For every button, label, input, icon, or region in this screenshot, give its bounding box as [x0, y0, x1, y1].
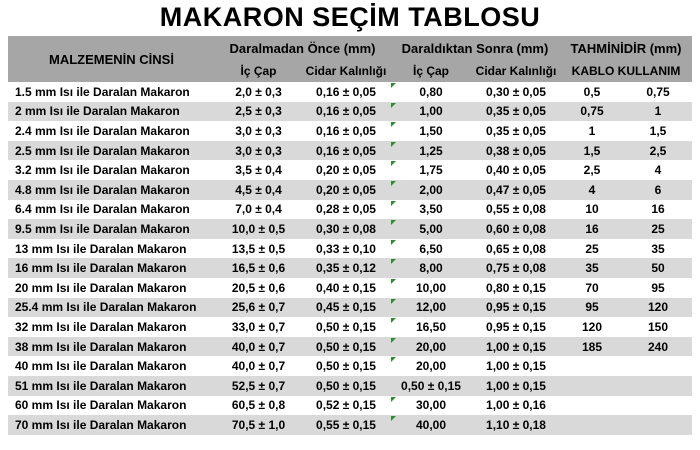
cable-max-cell: 2,5 — [649, 143, 667, 158]
pre-wall-thickness-cell: 0,55 ± 0,15 — [316, 417, 376, 432]
cable-min-cell: 185 — [581, 339, 603, 354]
table-row — [8, 356, 692, 376]
cable-min-cell: 25 — [585, 241, 599, 256]
cable-max-cell: 240 — [647, 339, 669, 354]
pre-wall-thickness-cell: 0,30 ± 0,08 — [316, 221, 376, 236]
pre-wall-thickness-cell: 0,50 ± 0,15 — [316, 378, 376, 393]
cell-error-marker-icon — [391, 122, 396, 127]
cell-error-marker-icon — [391, 142, 396, 147]
cell-error-marker-icon — [391, 103, 396, 108]
material-name-cell: 16 mm Isı ile Daralan Makaron — [15, 261, 187, 276]
cable-max-cell — [624, 396, 692, 416]
cable-min-cell: 0,5 — [583, 84, 601, 99]
post-wall-thickness-cell: 1,00 ± 0,15 — [486, 339, 546, 354]
table-row — [8, 219, 692, 239]
table-row — [8, 239, 692, 259]
cable-max-cell: 95 — [651, 280, 665, 295]
cell-error-marker-icon — [391, 416, 396, 421]
table-row — [8, 258, 692, 278]
post-inner-diameter-cell: 0,50 ± 0,15 — [401, 378, 461, 393]
cable-max-cell: 35 — [651, 241, 665, 256]
pre-wall-thickness-cell: 0,16 ± 0,05 — [316, 104, 376, 119]
table-row — [8, 278, 692, 298]
column-header-material: MALZEMENİN CİNSİ — [8, 36, 215, 82]
post-inner-diameter-cell: 40,00 — [390, 415, 472, 435]
material-name-cell: 3.2 mm Isı ile Daralan Makaron — [15, 163, 190, 178]
cable-max-cell — [624, 376, 692, 396]
table-row — [8, 160, 692, 180]
post-inner-diameter-cell: 8,00 — [390, 258, 472, 278]
cell-error-marker-icon — [391, 181, 396, 186]
cable-max-cell: 120 — [647, 300, 669, 315]
page-title: MAKARON SEÇİM TABLOSU — [159, 2, 541, 32]
cable-min-cell: 10 — [585, 202, 599, 217]
makaron-table — [8, 36, 692, 435]
post-wall-thickness-cell: 0,60 ± 0,08 — [486, 221, 546, 236]
header-group-row — [8, 36, 692, 60]
material-name-cell: 6.4 mm Isı ile Daralan Makaron — [15, 202, 190, 217]
pre-inner-diameter-cell: 40,0 ± 0,7 — [231, 339, 286, 354]
material-name-cell: 2 mm Isı ile Daralan Makaron — [15, 104, 180, 119]
table-row — [8, 337, 692, 357]
post-inner-diameter-cell: 10,00 — [390, 278, 472, 298]
post-wall-thickness-cell: 0,40 ± 0,05 — [486, 163, 546, 178]
pre-inner-diameter-cell: 33,0 ± 0,7 — [231, 319, 286, 334]
cable-min-cell: 0,75 — [580, 104, 604, 119]
cell-error-marker-icon — [391, 220, 396, 225]
pre-wall-thickness-cell: 0,33 ± 0,10 — [316, 241, 376, 256]
post-wall-thickness-cell: 1,00 ± 0,15 — [486, 378, 546, 393]
table-row — [8, 200, 692, 220]
material-name-cell: 38 mm Isı ile Daralan Makaron — [15, 339, 187, 354]
post-wall-thickness-cell: 0,75 ± 0,08 — [486, 261, 546, 276]
pre-wall-thickness-cell: 0,16 ± 0,05 — [316, 123, 376, 138]
column-group-before-shrink: Daralmadan Önce (mm) — [215, 36, 390, 60]
cell-error-marker-icon — [391, 83, 396, 88]
pre-wall-thickness-cell: 0,35 ± 0,12 — [316, 261, 376, 276]
pre-inner-diameter-cell: 3,5 ± 0,4 — [235, 163, 282, 178]
table-row — [8, 180, 692, 200]
table-row — [8, 415, 692, 435]
post-inner-diameter-cell: 6,50 — [390, 239, 472, 259]
cell-error-marker-icon — [391, 259, 396, 264]
cable-max-cell: 1,5 — [649, 123, 667, 138]
post-inner-diameter-cell: 30,00 — [390, 396, 472, 416]
post-inner-diameter-cell: 20,00 — [390, 337, 472, 357]
cable-min-cell: 95 — [585, 300, 599, 315]
table-row — [8, 82, 692, 102]
post-inner-diameter-cell: 3,50 — [390, 200, 472, 220]
pre-wall-thickness-cell: 0,50 ± 0,15 — [316, 319, 376, 334]
pre-wall-thickness-cell: 0,28 ± 0,05 — [316, 202, 376, 217]
material-name-cell: 32 mm Isı ile Daralan Makaron — [15, 319, 187, 334]
cell-error-marker-icon — [391, 201, 396, 206]
post-wall-thickness-cell: 0,65 ± 0,08 — [486, 241, 546, 256]
pre-wall-thickness-cell: 0,16 ± 0,05 — [316, 84, 376, 99]
cable-min-cell: 120 — [581, 319, 603, 334]
table-header — [8, 36, 692, 82]
cable-min-cell: 70 — [585, 280, 599, 295]
cable-max-cell: 0,75 — [646, 84, 670, 99]
table-row — [8, 102, 692, 122]
pre-wall-thickness-cell: 0,20 ± 0,05 — [316, 163, 376, 178]
post-inner-diameter-cell: 1,25 — [390, 141, 472, 161]
pre-inner-diameter-cell: 2,5 ± 0,3 — [235, 104, 282, 119]
post-wall-thickness-cell: 0,35 ± 0,05 — [486, 123, 546, 138]
cell-error-marker-icon — [391, 338, 396, 343]
cable-max-cell: 6 — [654, 182, 662, 197]
material-name-cell: 1.5 mm Isı ile Daralan Makaron — [15, 84, 190, 99]
pre-inner-diameter-cell: 52,5 ± 0,7 — [231, 378, 286, 393]
pre-inner-diameter-cell: 3,0 ± 0,3 — [235, 123, 282, 138]
post-inner-diameter-cell: 1,50 — [390, 121, 472, 141]
material-name-cell: 20 mm Isı ile Daralan Makaron — [15, 280, 187, 295]
cell-error-marker-icon — [391, 161, 396, 166]
table-row — [8, 396, 692, 416]
post-wall-thickness-cell: 0,47 ± 0,05 — [486, 182, 546, 197]
post-wall-thickness-cell: 1,00 ± 0,15 — [486, 359, 546, 374]
cable-min-cell: 1 — [588, 123, 596, 138]
material-name-cell: 40 mm Isı ile Daralan Makaron — [15, 359, 187, 374]
pre-inner-diameter-cell: 70,5 ± 1,0 — [231, 417, 286, 432]
post-wall-thickness-cell: 0,95 ± 0,15 — [486, 319, 546, 334]
cable-min-cell: 1,5 — [583, 143, 601, 158]
pre-inner-diameter-cell: 7,0 ± 0,4 — [235, 202, 282, 217]
cable-min-cell: 35 — [585, 261, 599, 276]
cable-max-cell: 50 — [651, 261, 665, 276]
post-wall-thickness-cell: 0,55 ± 0,08 — [486, 202, 546, 217]
cable-min-cell: 2,5 — [583, 163, 601, 178]
cable-min-cell: 16 — [585, 221, 599, 236]
cell-error-marker-icon — [391, 318, 396, 323]
column-header-cable-usage: KABLO KULLANIM — [560, 60, 692, 82]
cable-max-cell: 25 — [651, 221, 665, 236]
cable-min-cell — [560, 376, 624, 396]
pre-inner-diameter-cell: 10,0 ± 0,5 — [231, 221, 286, 236]
pre-wall-thickness-cell: 0,20 ± 0,05 — [316, 182, 376, 197]
cell-error-marker-icon — [391, 240, 396, 245]
column-header-wall-thickness-before: Cidar Kalınlığı — [302, 60, 390, 82]
post-wall-thickness-cell: 1,10 ± 0,18 — [486, 417, 546, 432]
material-name-cell: 2.4 mm Isı ile Daralan Makaron — [15, 123, 190, 138]
pre-wall-thickness-cell: 0,16 ± 0,05 — [316, 143, 376, 158]
cell-error-marker-icon — [391, 279, 396, 284]
cable-min-cell: 4 — [588, 182, 596, 197]
cable-max-cell: 16 — [651, 202, 665, 217]
post-inner-diameter-cell: 12,00 — [390, 298, 472, 318]
pre-wall-thickness-cell: 0,50 ± 0,15 — [316, 339, 376, 354]
cell-error-marker-icon — [391, 397, 396, 402]
pre-inner-diameter-cell: 25,6 ± 0,7 — [231, 300, 286, 315]
cable-min-cell — [560, 396, 624, 416]
post-wall-thickness-cell: 0,30 ± 0,05 — [486, 84, 546, 99]
post-wall-thickness-cell: 0,95 ± 0,15 — [486, 300, 546, 315]
post-inner-diameter-cell: 1,75 — [390, 160, 472, 180]
pre-inner-diameter-cell: 20,5 ± 0,6 — [231, 280, 286, 295]
table-row — [8, 141, 692, 161]
pre-wall-thickness-cell: 0,40 ± 0,15 — [316, 280, 376, 295]
cell-error-marker-icon — [391, 357, 396, 362]
pre-inner-diameter-cell: 3,0 ± 0,3 — [235, 143, 282, 158]
table-row — [8, 317, 692, 337]
pre-wall-thickness-cell: 0,50 ± 0,15 — [316, 359, 376, 374]
post-wall-thickness-cell: 0,38 ± 0,05 — [486, 143, 546, 158]
pre-wall-thickness-cell: 0,45 ± 0,15 — [316, 300, 376, 315]
table-row — [8, 376, 692, 396]
cable-max-cell: 150 — [647, 319, 669, 334]
pre-inner-diameter-cell: 2,0 ± 0,3 — [235, 84, 282, 99]
cable-min-cell — [560, 356, 624, 376]
post-wall-thickness-cell: 0,35 ± 0,05 — [486, 104, 546, 119]
column-group-estimate: TAHMİNİDİR (mm) — [560, 36, 692, 60]
column-header-inner-diameter-after: İç Çap — [390, 60, 472, 82]
material-name-cell: 70 mm Isı ile Daralan Makaron — [15, 417, 187, 432]
cable-max-cell: 4 — [654, 163, 662, 178]
pre-inner-diameter-cell: 40,0 ± 0,7 — [231, 359, 286, 374]
cable-max-cell — [624, 356, 692, 376]
material-name-cell: 4.8 mm Isı ile Daralan Makaron — [15, 182, 190, 197]
material-name-cell: 9.5 mm Isı ile Daralan Makaron — [15, 221, 190, 236]
pre-inner-diameter-cell: 4,5 ± 0,4 — [235, 182, 282, 197]
post-inner-diameter-cell: 20,00 — [390, 356, 472, 376]
table-row — [8, 121, 692, 141]
material-name-cell: 2.5 mm Isı ile Daralan Makaron — [15, 143, 190, 158]
post-inner-diameter-cell: 0,80 — [390, 82, 472, 102]
material-name-cell: 25.4 mm Isı ile Daralan Makaron — [15, 300, 197, 315]
pre-wall-thickness-cell: 0,52 ± 0,15 — [316, 398, 376, 413]
post-inner-diameter-cell: 16,50 — [390, 317, 472, 337]
post-inner-diameter-cell: 1,00 — [390, 102, 472, 122]
pre-inner-diameter-cell: 16,5 ± 0,6 — [231, 261, 286, 276]
column-header-wall-thickness-after: Cidar Kalınlığı — [472, 60, 560, 82]
post-wall-thickness-cell: 1,00 ± 0,16 — [486, 398, 546, 413]
material-name-cell: 60 mm Isı ile Daralan Makaron — [15, 398, 187, 413]
column-header-inner-diameter-before: İç Çap — [215, 60, 302, 82]
post-wall-thickness-cell: 0,80 ± 0,15 — [486, 280, 546, 295]
cable-max-cell — [624, 415, 692, 435]
table-body — [8, 82, 692, 435]
cell-error-marker-icon — [391, 299, 396, 304]
post-inner-diameter-cell: 2,00 — [390, 180, 472, 200]
pre-inner-diameter-cell: 60,5 ± 0,8 — [231, 398, 286, 413]
pre-inner-diameter-cell: 13,5 ± 0,5 — [231, 241, 286, 256]
column-group-after-shrink: Daraldıktan Sonra (mm) — [390, 36, 560, 60]
cable-min-cell — [560, 415, 624, 435]
cable-max-cell: 1 — [654, 104, 662, 119]
post-inner-diameter-cell: 5,00 — [390, 219, 472, 239]
material-name-cell: 51 mm Isı ile Daralan Makaron — [15, 378, 187, 393]
table-row — [8, 298, 692, 318]
material-name-cell: 13 mm Isı ile Daralan Makaron — [15, 241, 187, 256]
